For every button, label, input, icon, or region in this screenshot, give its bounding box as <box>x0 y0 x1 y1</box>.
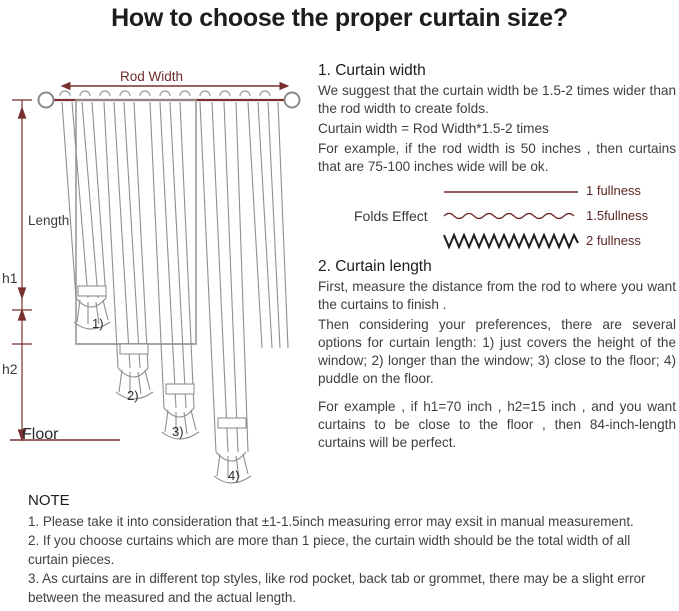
folds-effect-figure <box>318 182 676 254</box>
floor-label: Floor <box>22 426 59 443</box>
fold-line-1p5-fullness <box>442 208 580 224</box>
section-1-paragraph-2: Curtain width = Rod Width*1.5-2 times <box>318 121 549 136</box>
section-curtain-width <box>318 62 676 176</box>
section-2-paragraph-1: First, measure the distance from the rod to where you want the curtains to finish . <box>318 279 676 312</box>
fold-label-1p5-fullness: 1.5fullness <box>586 208 649 223</box>
callout-2: 2) <box>127 388 139 403</box>
spacer <box>318 390 676 398</box>
section-1-paragraph-1: We suggest that the curtain width be 1.5-2 times wider than the rod width to create folds. <box>318 83 676 116</box>
section-2-paragraph-3: For example , if h1=70 inch , h2=15 inch , and you want curtains to be close to the floor , then 84-inch-length curtains will be perfect. <box>318 399 676 450</box>
instructions-column <box>318 62 676 454</box>
callout-1: 1) <box>92 316 104 331</box>
curtain-diagram <box>0 48 310 498</box>
note-line-3: 3. As curtains are in different top styles, like rod pocket, back tab or grommet, there may be a slight error between the measured and the actual length. <box>28 571 646 605</box>
fold-line-2-fullness <box>442 232 580 250</box>
note-heading: NOTE <box>28 492 70 509</box>
fold-line-1-fullness <box>442 184 580 200</box>
h2-label: h2 <box>2 361 18 377</box>
section-2-paragraph-2: Then considering your preferences, there are several options for curtain length: 1) just covers the height of the window; 2) longer than the window; 3) close to the floor; 4) puddle on the floor. <box>318 317 676 386</box>
section-1-paragraph-3: For example, if the rod width is 50 inches , then curtains that are 75-100 inches wide will be ok. <box>318 141 676 174</box>
rod-width-label: Rod Width <box>120 69 184 84</box>
fold-label-2-fullness: 2 fullness <box>586 233 641 248</box>
callout-3: 3) <box>172 424 184 439</box>
note-block <box>28 492 660 607</box>
h1-label: h1 <box>2 270 18 286</box>
section-curtain-length <box>318 258 676 452</box>
fold-label-1-fullness: 1 fullness <box>586 183 641 198</box>
note-line-2: 2. If you choose curtains which are more than 1 piece, the curtain width should be the total width of all curtain pieces. <box>28 533 631 567</box>
section-1-heading: 1. Curtain width <box>318 62 426 79</box>
callout-4: 4) <box>228 468 240 483</box>
folds-effect-label: Folds Effect <box>354 208 428 224</box>
section-2-heading: 2. Curtain length <box>318 258 432 275</box>
note-line-1: 1. Please take it into consideration that ±1-1.5inch measuring error may exsit in manual measurement. <box>28 514 634 529</box>
length-label: Length <box>28 213 70 228</box>
page-title: How to choose the proper curtain size? <box>111 4 568 32</box>
